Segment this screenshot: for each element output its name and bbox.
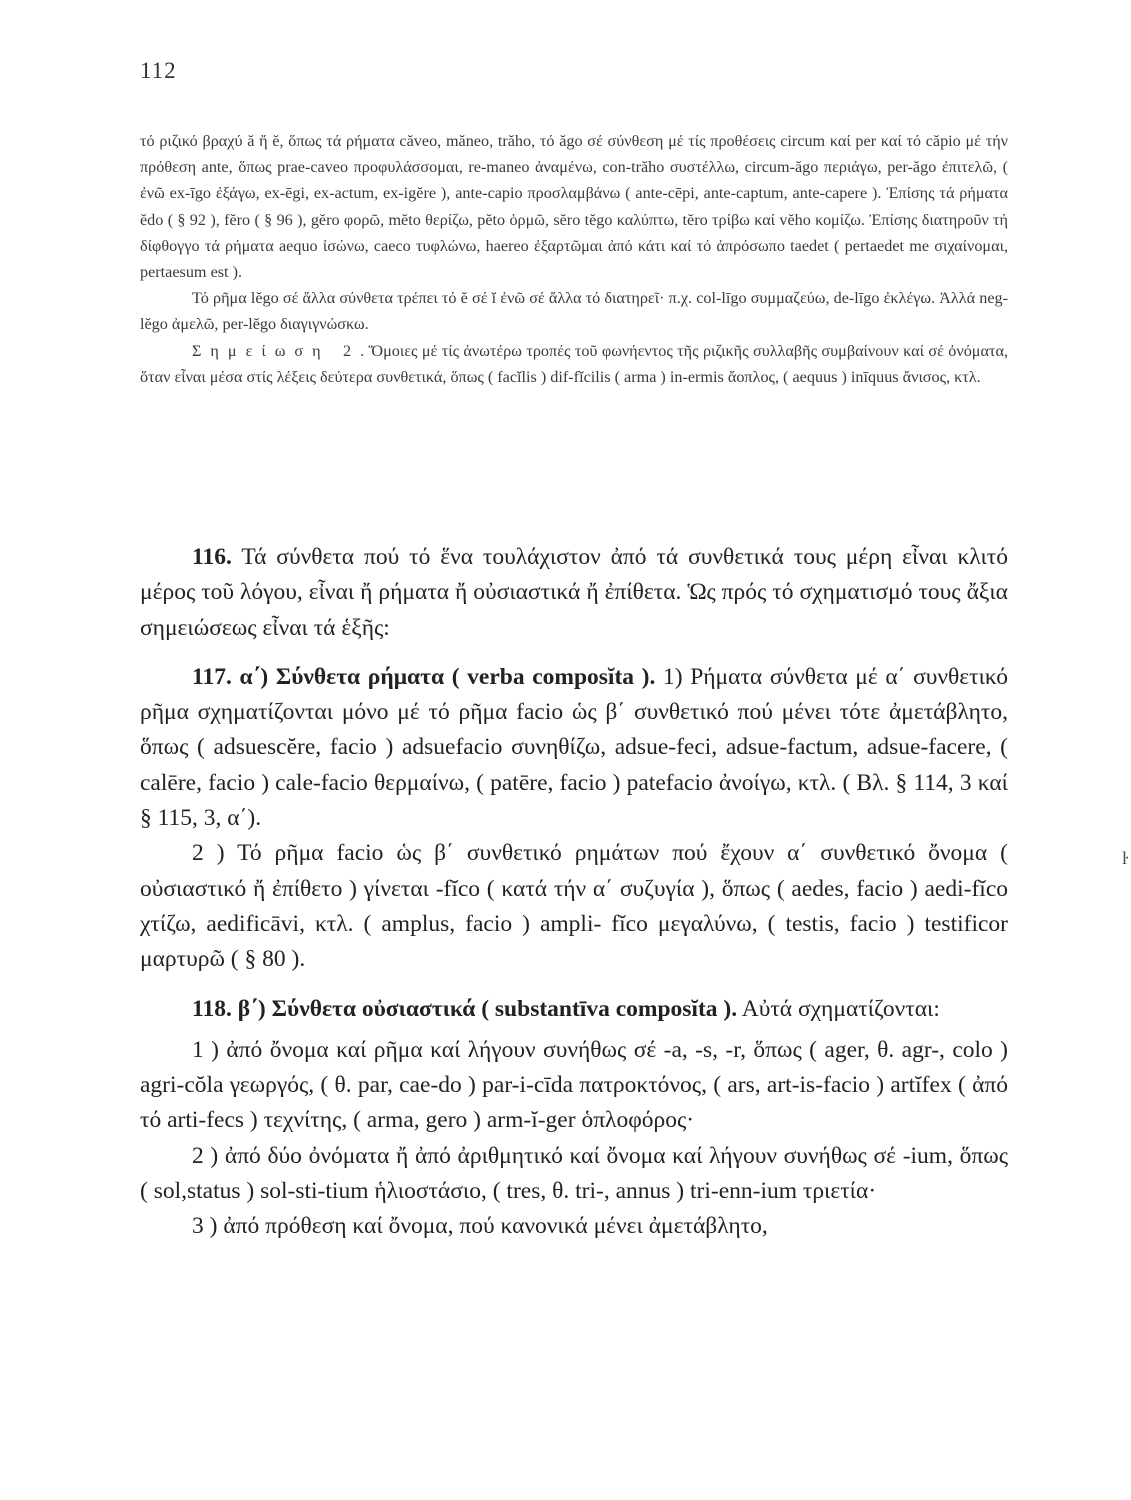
note-text: . Ὅμοιες μέ τίς ἀνωτέρω τροπές τοῦ φωνήεντος τῆς ριζικῆς συλλαβῆς συμβαίνουν καί σέ ὀνόματα, ὅταν εἶναι μέσα στίς λέξεις δεύτερα συνθετικά, ὅπως ( facĭlis ) dif-fĭcilis ( arma ) in-ermis ἄοπλος, ( aequus ) inīquus ἄνισος, κτλ. xyxy=(140,341,1008,386)
section-117-paragraph-2: 2 ) Τό ρῆμα facio ὡς β΄ συνθετικό ρημάτων πού ἔχουν α΄ συνθετικό ὄνομα ( οὐσιαστικό ἤ ἐπίθετο ) γίνεται -fĭco ( κατά τήν α΄ συζυγία ), ὅπως ( aedes, facio ) aedi-fĭco χτίζω, aedificāvi, κτλ. ( amplus, facio ) ampli- fĭco μεγαλύνω, ( testis, facio ) testificor μαρτυρῶ ( § 80 ). xyxy=(140,840,1008,973)
note-paragraph xyxy=(140,338,1008,390)
section-117-text: 1) Ρήματα σύνθετα μέ α΄ συνθετικό ρῆμα σχηματίζονται μόνο μέ τό ρῆμα facio ὡς β΄ συνθετικό πού μένει τότε ἀμετάβλητο, ὅπως ( adsuescĕre, facio ) adsuefacio συνηθίζω, adsue-feci, adsue-factum, adsue-facere, ( calēre, facio ) cale-facio θερμαίνω, ( patēre, facio ) patefacio ἀνοίγω, κτλ. ( Βλ. § 114, 3 καί § 115, 3, α΄). xyxy=(140,663,1009,832)
note-label: Σημείωση 2 xyxy=(192,341,361,360)
margin-mark: ŀ xyxy=(1122,848,1129,868)
small-print-section xyxy=(140,128,1008,390)
main-text-section xyxy=(140,540,1008,1245)
page-number: 112 xyxy=(140,58,177,83)
small-paragraph-1: τό ριζικό βραχύ ă ἤ ĕ, ὅπως τά ρήματα căveo, măneo, trăho, τό ăgo σέ σύνθεση μέ τίς προθέσεις circum καί per καί τό căpio μέ τήν πρόθεση ante, ὅπως prae-caveo προφυλάσσομαι, re-maneo ἀναμένω, con-trăho συστέλλω, circum-ăgo περιάγω, per-ăgo ἐπιτελῶ, ( ἐνῶ ex-īgo ἐξάγω, ex-ēgi, ex-actum, ex-igĕre ), ante-capio προσλαμβάνω ( ante-cēpi, ante-captum, ante-capere ). Ἐπίσης τά ρήματα ĕdo ( § 92 ), fĕro ( § 96 ), gĕro φορῶ, mĕto θερίζω, pĕto ὁρμῶ, sĕro tĕgo καλύπτω, tĕro τρίβω καί vĕho κομίζω. Ἐπίσης διατηροῦν τή δίφθογγο τά ρήματα aequo ἰσώνω, caeco τυφλώνω, haereo ἐξαρτῶμαι ἀπό κάτι καί τό ἀπρόσωπο taedet ( pertaedet me σιχαίνομαι, pertaesum est ). xyxy=(140,132,1008,282)
section-116 xyxy=(140,540,1008,646)
section-118-item-2: 2 ) ἀπό δύο ὀνόματα ἤ ἀπό ἀριθμητικό καί ὄνομα καί λήγουν συνήθως σέ -ium, ὅπως ( sol,status ) sol-sti-tium ἡλιοστάσιο, ( tres, θ. tri-, annus ) tri-enn-ium τριετία· xyxy=(140,1142,1008,1205)
section-number-118: 118. xyxy=(192,995,232,1022)
section-116-text: Τά σύνθετα πού τό ἕνα τουλάχιστον ἀπό τά συνθετικά τους μέρη εἶναι κλιτό μέρος τοῦ λόγου, εἶναι ἤ ρήματα ἤ οὐσιαστικά ἤ ἐπίθετα. Ὡς πρός τό σχηματισμό τους ἄξια σημειώσεως εἶναι τά ἑξῆς: xyxy=(140,544,1008,641)
section-118-text: Αὐτά σχηματίζονται: xyxy=(741,995,940,1022)
section-118-heading: β΄) Σύνθετα οὐσιαστικά ( substantīva composĭta ). xyxy=(237,995,738,1022)
section-118-item-1: 1 ) ἀπό ὄνομα καί ρῆμα καί λήγουν συνήθως σέ -a, -s, -r, ὅπως ( ager, θ. agr-, colo ) agri-cŏla γεωργός, ( θ. par, cae-do ) par-i-cīda πατροκτόνος, ( ars, art-is-facio ) artĭfex ( ἀπό τό arti-fecs ) τεχνίτης, ( arma, gero ) arm-ĭ-ger ὁπλοφόρος· xyxy=(140,1036,1008,1134)
section-117 xyxy=(140,660,1008,836)
section-117-heading: α΄) Σύνθετα ρήματα ( verba composĭta ). xyxy=(239,663,656,690)
section-number-117: 117. xyxy=(192,663,232,690)
section-number-116: 116. xyxy=(192,544,232,570)
section-118 xyxy=(140,992,1008,1027)
section-118-item-3: 3 ) ἀπό πρόθεση καί ὄνομα, πού κανονικά μένει ἀμετάβλητο, xyxy=(192,1213,768,1240)
small-paragraph-2: Τό ρῆμα lĕgo σέ ἄλλα σύνθετα τρέπει τό ĕ σέ ĭ ἐνῶ σέ ἄλλα τό διατηρεῖ· π.χ. col-līgo συμμαζεύω, de-līgo ἐκλέγω. Ἀλλά neg-lĕgo ἀμελῶ, per-lĕgo διαγιγνώσκω. xyxy=(140,289,1008,334)
